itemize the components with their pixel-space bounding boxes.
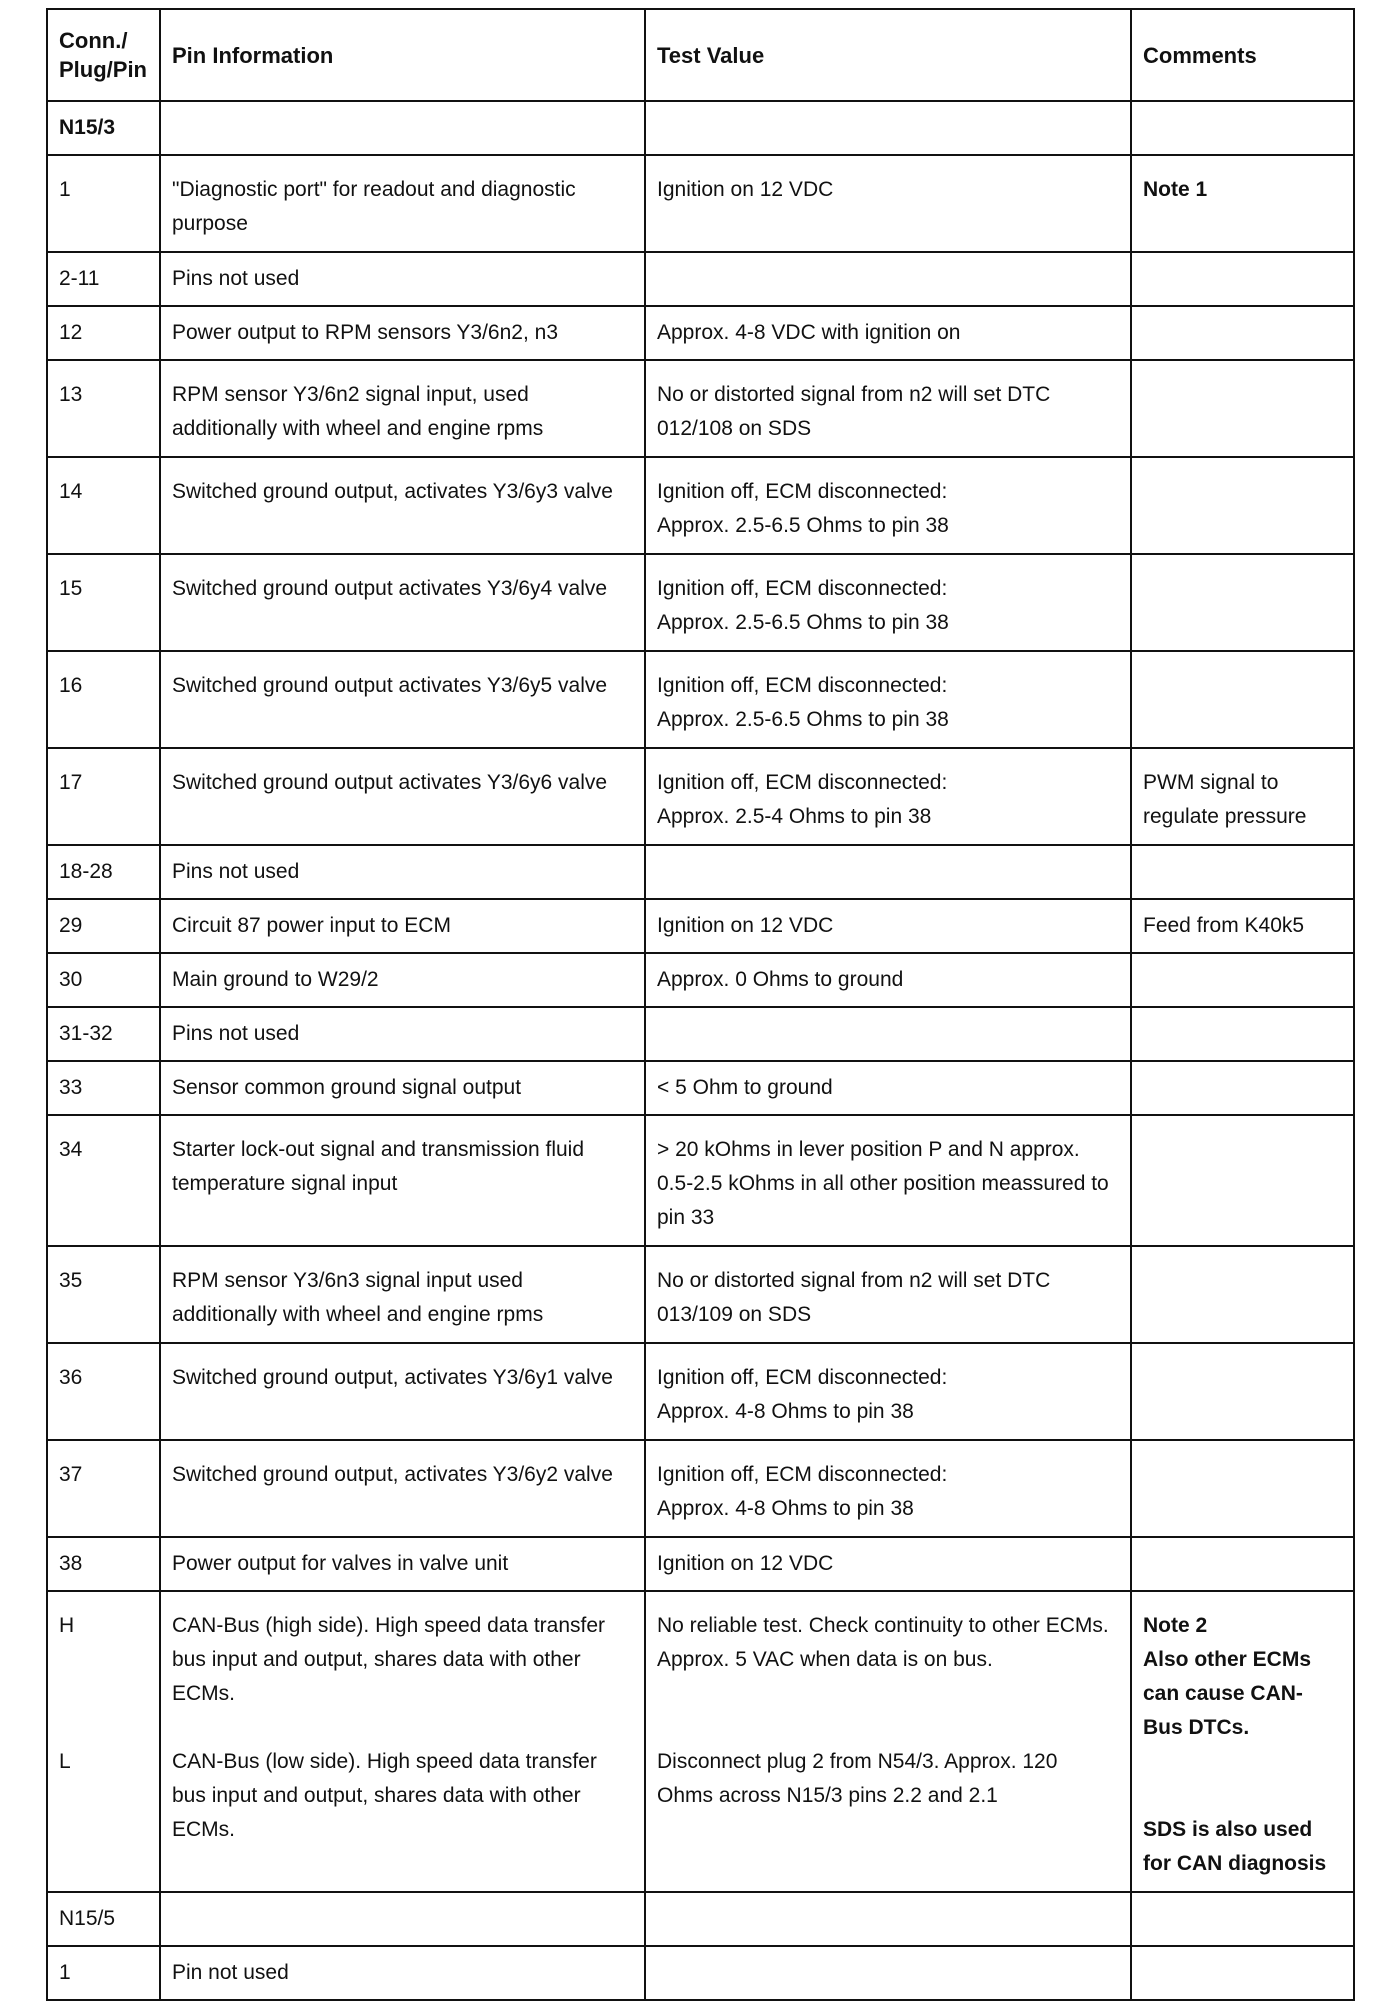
cell-comment [1131, 155, 1354, 252]
cell-test-text: No or distorted signal from n2 will set DTC 012/108 on SDS [657, 383, 1051, 440]
cell-test-text: Ignition off, ECM disconnected: Approx. 2.5-6.5 Ohms to pin 38 [657, 674, 949, 731]
cell-pin-text: 14 [59, 480, 83, 503]
cell-pin [47, 651, 160, 748]
cell-pin [47, 155, 160, 252]
cell-comment [1131, 360, 1354, 457]
table-row [47, 845, 1354, 899]
cell-pin-text: H L [59, 1614, 75, 1773]
cell-test [645, 306, 1131, 360]
cell-test-text: Approx. 4-8 VDC with ignition on [657, 321, 961, 344]
cell-pin-text: 37 [59, 1463, 83, 1486]
cell-pin-text: 31-32 [59, 1022, 113, 1045]
cell-comment [1131, 1007, 1354, 1061]
cell-test [645, 899, 1131, 953]
table-row [47, 748, 1354, 845]
cell-test-text: > 20 kOhms in lever position P and N approx. 0.5-2.5 kOhms in all other position meassured to pin 33 [657, 1138, 1109, 1229]
header-comments: Comments [1131, 9, 1354, 101]
header-row [47, 9, 1354, 101]
cell-info-text: Switched ground output, activates Y3/6y2 valve [172, 1463, 613, 1486]
cell-pin [47, 1246, 160, 1343]
cell-pin-text: 15 [59, 577, 83, 600]
cell-pin [47, 1440, 160, 1537]
cell-test-text: Ignition off, ECM disconnected: Approx. 4-8 Ohms to pin 38 [657, 1463, 948, 1520]
cell-info-text: RPM sensor Y3/6n2 signal input, used additionally with wheel and engine rpms [172, 383, 544, 440]
cell-info [160, 1115, 645, 1246]
cell-comment [1131, 1061, 1354, 1115]
cell-info-text: CAN-Bus (high side). High speed data transfer bus input and output, shares data with other ECMs. CAN-Bus (low side). High speed data transfer bus input and output, shares data with other ECMs. [172, 1614, 606, 1841]
cell-info-text: Switched ground output activates Y3/6y4 valve [172, 577, 608, 600]
cell-comment [1131, 1440, 1354, 1537]
cell-pin [47, 1892, 160, 1946]
cell-pin-text: 17 [59, 771, 83, 794]
cell-comment [1131, 252, 1354, 306]
cell-comment [1131, 845, 1354, 899]
cell-pin [47, 306, 160, 360]
cell-test [645, 554, 1131, 651]
cell-pin [47, 899, 160, 953]
table-row [47, 360, 1354, 457]
cell-comment-text: Note 2 Also other ECMs can cause CAN-Bus DTCs. SDS is also used for CAN diagnosis [1143, 1614, 1327, 1875]
cell-info-text: Pins not used [172, 267, 300, 290]
cell-test [645, 1537, 1131, 1591]
cell-info-text: Circuit 87 power input to ECM [172, 914, 451, 937]
cell-test [645, 651, 1131, 748]
table-row [47, 1946, 1354, 2000]
cell-comment [1131, 748, 1354, 845]
cell-info [160, 306, 645, 360]
table-row [47, 306, 1354, 360]
table-row [47, 899, 1354, 953]
table-row [47, 1343, 1354, 1440]
cell-comment-text: Feed from K40k5 [1143, 914, 1305, 937]
cell-comment-text: Note 1 [1143, 178, 1208, 201]
cell-info [160, 748, 645, 845]
table-row [47, 457, 1354, 554]
cell-test [645, 155, 1131, 252]
cell-pin [47, 1007, 160, 1061]
table-row [47, 1061, 1354, 1115]
cell-comment [1131, 101, 1354, 155]
cell-test-text: Ignition off, ECM disconnected: Approx. 2.5-6.5 Ohms to pin 38 [657, 480, 949, 537]
cell-pin-text: N15/3 [59, 116, 116, 139]
cell-pin [47, 953, 160, 1007]
cell-info [160, 360, 645, 457]
table-row [47, 101, 1354, 155]
table-row [47, 1892, 1354, 1946]
cell-info-text: "Diagnostic port" for readout and diagnostic purpose [172, 178, 576, 235]
cell-pin [47, 252, 160, 306]
table-row [47, 1440, 1354, 1537]
cell-comment [1131, 1892, 1354, 1946]
cell-info [160, 155, 645, 252]
cell-info-text: Pins not used [172, 1022, 300, 1045]
cell-test [645, 1007, 1131, 1061]
cell-comment [1131, 1537, 1354, 1591]
cell-pin [47, 845, 160, 899]
cell-test [645, 1115, 1131, 1246]
cell-pin-text: 35 [59, 1269, 83, 1292]
cell-pin-text: 33 [59, 1076, 83, 1099]
cell-info-text: Switched ground output activates Y3/6y6 valve [172, 771, 608, 794]
cell-test-text: Ignition off, ECM disconnected: Approx. 2.5-6.5 Ohms to pin 38 [657, 577, 949, 634]
cell-test [645, 252, 1131, 306]
cell-pin-text: 1 [59, 178, 71, 201]
cell-info-text: Starter lock-out signal and transmission fluid temperature signal input [172, 1138, 585, 1195]
cell-info [160, 1537, 645, 1591]
cell-pin [47, 1946, 160, 2000]
header-info: Pin Information [160, 9, 645, 101]
table-row [47, 953, 1354, 1007]
cell-test [645, 845, 1131, 899]
cell-test [645, 1343, 1131, 1440]
cell-info [160, 899, 645, 953]
cell-pin [47, 1343, 160, 1440]
cell-pin [47, 1591, 160, 1892]
cell-comment [1131, 1246, 1354, 1343]
cell-pin-text: 13 [59, 383, 83, 406]
cell-test-text: No or distorted signal from n2 will set DTC 013/109 on SDS [657, 1269, 1051, 1326]
cell-info [160, 101, 645, 155]
table-row [47, 1537, 1354, 1591]
cell-test [645, 1946, 1131, 2000]
cell-comment [1131, 554, 1354, 651]
cell-pin-text: 29 [59, 914, 83, 937]
cell-comment [1131, 1343, 1354, 1440]
cell-comment [1131, 457, 1354, 554]
cell-comment [1131, 899, 1354, 953]
cell-info-text: Main ground to W29/2 [172, 968, 379, 991]
cell-info [160, 1343, 645, 1440]
pin-table [46, 8, 1355, 2001]
header-pin: Conn./ Plug/Pin [47, 9, 160, 101]
cell-comment-text: PWM signal to regulate pressure [1143, 771, 1307, 828]
cell-test [645, 457, 1131, 554]
cell-test-text: Ignition on 12 VDC [657, 914, 834, 937]
table-row [47, 1007, 1354, 1061]
cell-test-text: < 5 Ohm to ground [657, 1076, 833, 1099]
cell-info [160, 457, 645, 554]
cell-test [645, 360, 1131, 457]
cell-pin [47, 360, 160, 457]
cell-pin-text: 30 [59, 968, 83, 991]
cell-info [160, 1591, 645, 1892]
cell-pin [47, 1115, 160, 1246]
cell-comment [1131, 1591, 1354, 1892]
table-row [47, 252, 1354, 306]
cell-test [645, 1591, 1131, 1892]
table-row [47, 155, 1354, 252]
table-row [47, 1591, 1354, 1892]
cell-test [645, 101, 1131, 155]
cell-info-text: Switched ground output, activates Y3/6y3 valve [172, 480, 613, 503]
cell-test-text: Ignition on 12 VDC [657, 1552, 834, 1575]
cell-info [160, 845, 645, 899]
cell-pin [47, 1537, 160, 1591]
cell-pin-text: 16 [59, 674, 83, 697]
cell-info [160, 953, 645, 1007]
cell-pin [47, 554, 160, 651]
cell-pin-text: 1 [59, 1961, 71, 1984]
cell-test [645, 953, 1131, 1007]
table-row [47, 1115, 1354, 1246]
cell-info [160, 1440, 645, 1537]
cell-pin-text: 18-28 [59, 860, 113, 883]
cell-pin-text: 34 [59, 1138, 83, 1161]
cell-test [645, 748, 1131, 845]
cell-info [160, 1892, 645, 1946]
cell-test [645, 1246, 1131, 1343]
cell-info-text: Switched ground output activates Y3/6y5 valve [172, 674, 608, 697]
cell-pin-text: 38 [59, 1552, 83, 1575]
cell-pin-text: 2-11 [59, 267, 100, 290]
cell-test-text: No reliable test. Check continuity to other ECMs. Approx. 5 VAC when data is on bus. Disconnect plug 2 from N54/3. Approx. 120 Ohms across N15/3 pins 2.2 and 2.1 [657, 1614, 1109, 1807]
cell-test [645, 1892, 1131, 1946]
cell-pin [47, 101, 160, 155]
table-row [47, 1246, 1354, 1343]
header-test: Test Value [645, 9, 1131, 101]
cell-info-text: Power output to RPM sensors Y3/6n2, n3 [172, 321, 558, 344]
cell-test-text: Ignition off, ECM disconnected: Approx. 2.5-4 Ohms to pin 38 [657, 771, 948, 828]
cell-pin-text: N15/5 [59, 1907, 116, 1930]
cell-info-text: Power output for valves in valve unit [172, 1552, 509, 1575]
cell-info-text: Pins not used [172, 860, 300, 883]
table-row [47, 651, 1354, 748]
cell-comment [1131, 1946, 1354, 2000]
cell-info [160, 1946, 645, 2000]
cell-pin [47, 457, 160, 554]
cell-info-text: Pin not used [172, 1961, 289, 1984]
cell-comment [1131, 953, 1354, 1007]
cell-comment [1131, 306, 1354, 360]
cell-test [645, 1440, 1131, 1537]
cell-comment [1131, 651, 1354, 748]
cell-pin [47, 1061, 160, 1115]
cell-comment [1131, 1115, 1354, 1246]
cell-pin-text: 36 [59, 1366, 83, 1389]
cell-pin-text: 12 [59, 321, 83, 344]
cell-info-text: Sensor common ground signal output [172, 1076, 522, 1099]
cell-test-text: Ignition off, ECM disconnected: Approx. 4-8 Ohms to pin 38 [657, 1366, 948, 1423]
cell-test [645, 1061, 1131, 1115]
cell-info [160, 1246, 645, 1343]
cell-test-text: Approx. 0 Ohms to ground [657, 968, 904, 991]
cell-info [160, 1007, 645, 1061]
cell-info [160, 554, 645, 651]
cell-test-text: Ignition on 12 VDC [657, 178, 834, 201]
cell-info [160, 1061, 645, 1115]
cell-pin [47, 748, 160, 845]
table-row [47, 554, 1354, 651]
cell-info-text: RPM sensor Y3/6n3 signal input used additionally with wheel and engine rpms [172, 1269, 544, 1326]
cell-info [160, 252, 645, 306]
cell-info-text: Switched ground output, activates Y3/6y1 valve [172, 1366, 613, 1389]
cell-info [160, 651, 645, 748]
